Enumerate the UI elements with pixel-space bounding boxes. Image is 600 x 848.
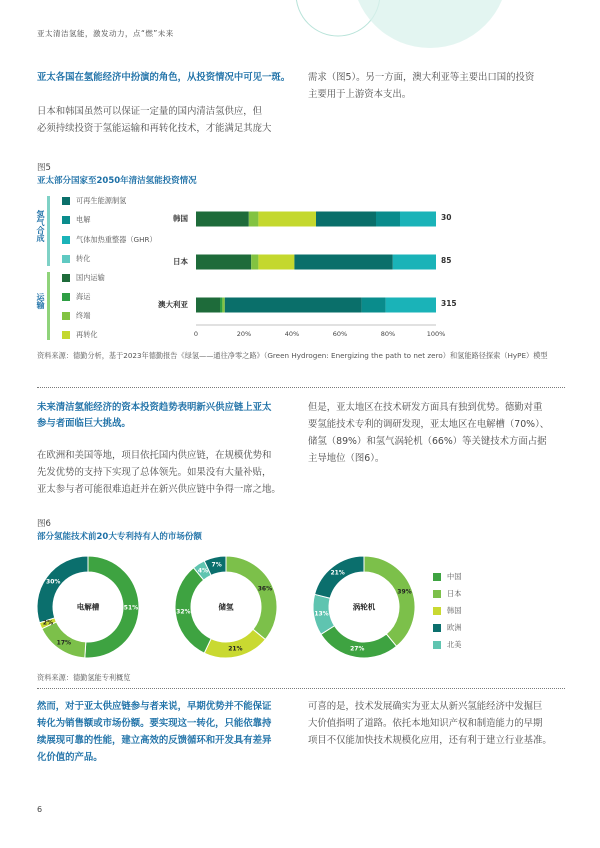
slice-label: 7% [211,561,222,569]
section2-right-4: 主导地位（图6）。 [308,453,385,464]
slice-label: 21% [228,645,243,653]
legend-label: 再转化 [76,330,98,339]
legend-label: 气体加热重整器（GHR） [76,235,157,244]
legend-label: 转化 [76,254,91,263]
slice-label: 27% [350,645,365,653]
legend-label: 电解 [76,215,91,224]
running-header: 亚太清洁氢能，激发动力，点“燃”未来 [37,29,174,38]
legend-swatch [433,607,441,615]
legend-label: 终端 [76,311,91,320]
slice-label: 2% [42,619,54,627]
section3-right-3: 项目不仅能加快技术规模化应用，还有利于建立行业基准。 [308,735,552,746]
fig6-title: 部分氢能技术前20大专利持有人的市场份额 [37,532,202,542]
divider [37,688,565,689]
section2-left-1: 在欧洲和美国等地，项目依托国内供应链，在规模优势和 [37,450,272,461]
group-label-transport: 运输 [36,293,45,309]
legend-swatch [433,590,441,598]
x-tick-label: 100% [426,330,446,338]
group-label-synthesis: 氢气合成 [36,210,45,242]
slice-label: 36% [257,585,273,593]
section3-lead-4: 化价值的产品。 [37,752,103,763]
slice-label: 30% [46,578,61,586]
legend-label: 韩国 [447,606,462,615]
legend-label: 中国 [447,572,462,581]
legend-label: 日本 [447,589,462,598]
donut-slice [315,556,364,598]
section1-para-right-2: 主要用于上游资本支出。 [308,89,412,100]
fig5-source: 资料来源：德勤分析，基于2023年德勤报告《绿氢——通往净零之路》（Green Hydrogen: Energizing the path to net zero）和氢能路径探索（HyPE）模型 [37,351,548,360]
fig6-source: 资料来源：德勤氢能专利概览 [37,673,131,682]
fig6-number: 图6 [37,519,51,529]
section3-lead-2: 转化为销售额或市场份额。要实现这一转化，只能依靠持 [37,718,272,729]
section2-lead-2: 参与者面临巨大挑战。 [37,418,131,429]
slice-label: 32% [176,608,191,616]
category-label: 日本 [173,257,188,266]
legend-label: 北美 [447,640,462,649]
x-tick-label: 20% [236,330,252,338]
section1-lead: 亚太各国在氢能经济中扮演的角色，从投资情况中可见一斑。 [37,72,291,83]
section3-right-1: 可喜的是，技术发展确实为亚太从新兴氢能经济中发掘巨 [308,701,543,712]
section2-lead-1: 未来清洁氢能经济的资本投资趋势表明新兴供应链上亚太 [37,402,272,413]
category-label: 澳大利亚 [158,300,188,309]
legend-label: 欧洲 [447,623,462,632]
slice-label: 4% [197,567,209,575]
section1-para-right-1: 需求（图5）。另一方面，澳大利亚等主要出口国的投资 [308,72,535,83]
legend-swatch [433,641,441,649]
x-tick-label: 60% [332,330,348,338]
legend-item [433,623,461,633]
section2-right-1: 但是，亚太地区在技术研发方面具有独到优势。德勤对重 [308,402,543,413]
legend-item [433,640,461,650]
x-tick-label: 80% [380,330,396,338]
total-label: 315 [441,299,457,308]
section2-right-2: 要氢能技术专利的调研发现，亚太地区在电解槽（70%）、 [308,419,550,430]
slice-label: 21% [330,569,345,577]
fig5-number: 图5 [37,163,51,173]
slice-label: 13% [314,610,329,618]
section2-left-3: 亚太参与者可能很难追赶并在新兴供应链中争得一席之地。 [37,484,281,495]
page-number: 6 [37,805,43,814]
section1-para-left-2: 必须持续投资于氢能运输和再转化技术，才能满足其庞大 [37,123,272,134]
donut-slice [226,556,277,640]
legend-label: 可再生能源制氢 [76,196,127,205]
section1-para-left-1: 日本和韩国虽然可以保证一定量的国内清洁氢供应，但 [37,106,263,117]
donut-slice [204,629,265,658]
legend-label: 国内运输 [76,273,105,282]
legend-swatch [433,573,441,581]
section3-right-2: 大价值指明了道路。依托本地知识产权和制造能力的早期 [308,718,543,729]
x-tick-label: 40% [284,330,300,338]
slice-label: 51% [123,604,139,612]
category-label: 韩国 [173,214,188,223]
donut-title: 电解槽 [76,602,100,612]
slice-label: 17% [56,639,72,647]
donut-slice [321,626,397,658]
legend-item [433,606,461,616]
donut-slice [37,556,88,623]
total-label: 30 [441,213,452,222]
slice-label: 39% [397,588,412,596]
donut-title: 储氢 [218,602,234,612]
section2-left-2: 先发优势的支持下实现了总体领先。如果没有大量补贴， [37,467,272,478]
legend-item [433,589,461,599]
total-label: 85 [441,256,452,265]
section3-lead-1: 然而，对于亚太供应链参与者来说，早期优势并不能保证 [37,701,272,712]
legend-item [433,572,461,582]
section2-right-3: 储氢（89%）和氢气涡轮机（66%）等关键技术方面占据 [308,436,547,447]
x-tick-label: 0 [193,330,199,338]
donut-title: 涡轮机 [352,602,376,612]
section3-lead-3: 续展现可靠的性能，建立高效的反馈循环和开发具有差异 [37,735,272,746]
legend-swatch [433,624,441,632]
fig5-title: 亚太部分国家至2050年清洁氢能投资情况 [37,176,197,186]
legend-label: 海运 [76,292,91,301]
